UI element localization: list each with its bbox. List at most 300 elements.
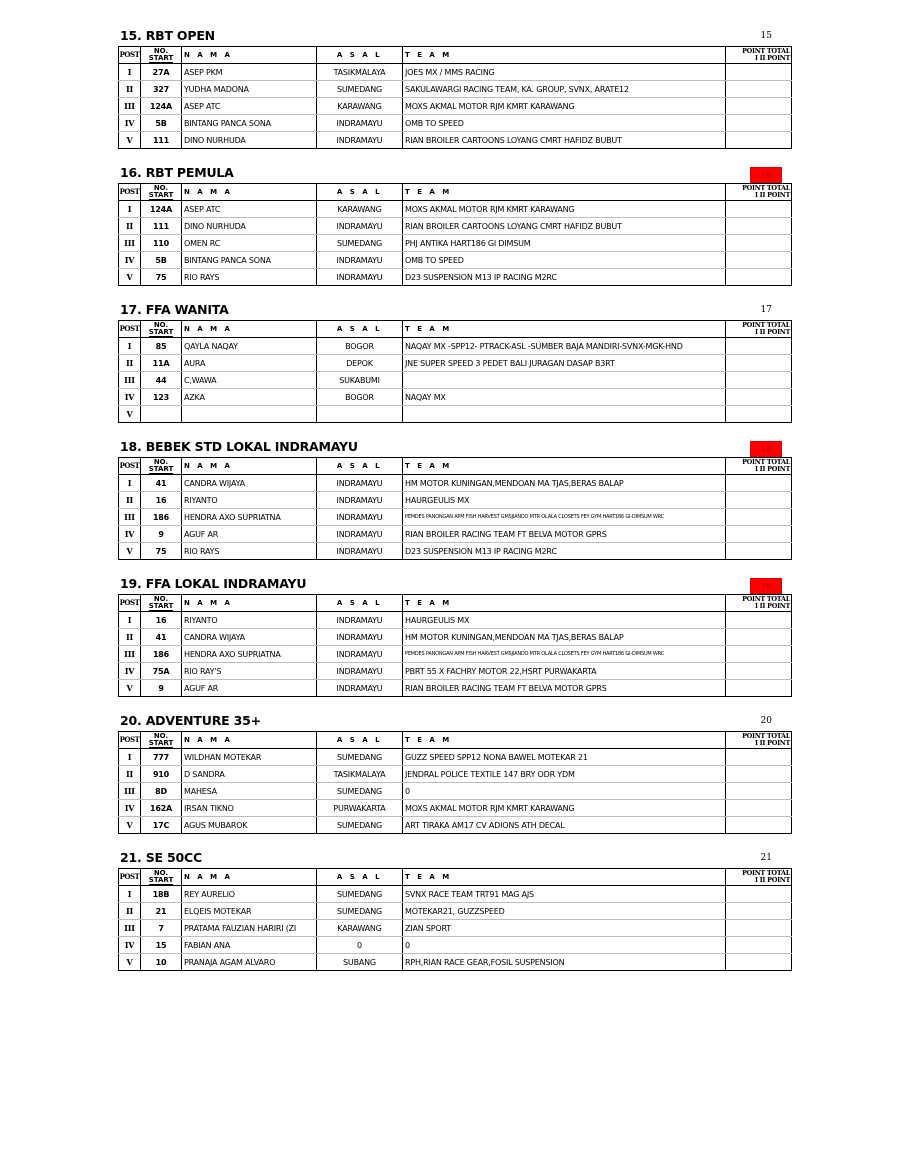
cell-origin: INDRAMAYU [317,509,403,526]
header-post: POST [119,47,141,64]
header-no-start [141,458,182,475]
table-header-row [119,184,792,201]
table-header-row [119,869,792,886]
cell-rider-name: DINO NURHUDA [182,132,317,149]
table-row [119,81,792,98]
table-row [119,749,792,766]
cell-team: RIAN BROILER CARTOONS LOYANG CMRT HAFIDZ BUBUT [403,218,726,235]
cell-team: SVNX RACE TEAM TRT91 MAG AJS [403,886,726,903]
cell-team: HM MOTOR KUNINGAN,MENDOAN MA TJAS,BERAS BALAP [403,629,726,646]
cell-point-total [726,509,792,526]
section-number: 21 [760,853,772,863]
header-point-total-line2: I II POINT [754,328,790,336]
cell-rider-name: AGUF AR [182,680,317,697]
results-table [118,594,792,697]
table-row [119,886,792,903]
cell-origin: SUBANG [317,954,403,971]
header-no-start-line1: NO. [153,594,169,603]
header-point-total [726,595,792,612]
cell-position: I [119,338,141,355]
cell-rider-name: AURA [182,355,317,372]
cell-start-number: 124A [141,98,182,115]
cell-rider-name: DINO NURHUDA [182,218,317,235]
header-point-total-line2: I II POINT [754,191,790,199]
cell-origin: KARAWANG [317,920,403,937]
section-title: 20. ADVENTURE 35+ [120,713,261,728]
race-class-section-17 [118,302,790,446]
cell-team: MOXS AKMAL MOTOR RJM KMRT KARAWANG [403,201,726,218]
cell-origin [317,406,403,423]
cell-origin: INDRAMAYU [317,543,403,560]
section-number-badge: 16 [750,167,782,183]
cell-team: SAKULAWARGI RACING TEAM, KA. GROUP, SVNX, ARATE12 [403,81,726,98]
cell-origin: PURWAKARTA [317,800,403,817]
header-no-start-line1: NO. [153,183,169,192]
header-point-total-line1: POINT TOTAL [742,869,790,877]
cell-rider-name: RIYANTO [182,612,317,629]
header-no-start-line2: START [148,464,174,473]
cell-position: III [119,920,141,937]
cell-point-total [726,920,792,937]
cell-rider-name: ASEP PKM [182,64,317,81]
cell-position: III [119,98,141,115]
cell-point-total [726,235,792,252]
cell-team: HM MOTOR KUNINGAN,MENDOAN MA TJAS,BERAS BALAP [403,475,726,492]
cell-start-number: 15 [141,937,182,954]
section-title: 19. FFA LOKAL INDRAMAYU [120,576,307,591]
cell-position: II [119,903,141,920]
cell-start-number: 327 [141,81,182,98]
cell-origin: TASIKMALAYA [317,64,403,81]
table-row [119,115,792,132]
cell-position: V [119,132,141,149]
cell-start-number: 5B [141,115,182,132]
cell-rider-name: ELQEIS MOTEKAR [182,903,317,920]
header-nama: N A M A [182,732,317,749]
cell-team: 0 [403,937,726,954]
table-row [119,526,792,543]
header-point-total-line1: POINT TOTAL [742,458,790,466]
cell-point-total [726,903,792,920]
header-asal: A S A L [317,47,403,64]
cell-start-number: 8D [141,783,182,800]
cell-start-number: 21 [141,903,182,920]
header-no-start [141,47,182,64]
cell-position: V [119,406,141,423]
cell-team: RIAN BROILER RACING TEAM FT BELVA MOTOR GPRS [403,526,726,543]
header-nama: N A M A [182,321,317,338]
table-row [119,338,792,355]
table-row [119,269,792,286]
race-class-section-18 [118,439,790,583]
table-row [119,543,792,560]
header-point-total-line1: POINT TOTAL [742,47,790,55]
cell-team [403,406,726,423]
cell-point-total [726,389,792,406]
cell-rider-name: OMEN RC [182,235,317,252]
table-row [119,64,792,81]
table-row [119,954,792,971]
header-point-total-line1: POINT TOTAL [742,321,790,329]
cell-position: II [119,766,141,783]
cell-origin: SUMEDANG [317,81,403,98]
cell-rider-name: ASEP ATC [182,98,317,115]
cell-start-number: 9 [141,680,182,697]
cell-start-number: 27A [141,64,182,81]
cell-rider-name: WILDHAN MOTEKAR [182,749,317,766]
table-row [119,800,792,817]
results-table [118,320,792,423]
cell-team: OMB TO SPEED [403,115,726,132]
header-no-start [141,321,182,338]
section-number: 20 [760,716,772,726]
cell-position: IV [119,800,141,817]
cell-start-number: 18B [141,886,182,903]
cell-point-total [726,475,792,492]
header-nama: N A M A [182,47,317,64]
cell-start-number: 44 [141,372,182,389]
header-no-start-line1: NO. [153,731,169,740]
table-row [119,406,792,423]
cell-origin: 0 [317,937,403,954]
cell-origin: INDRAMAYU [317,115,403,132]
table-row [119,766,792,783]
results-table [118,868,792,971]
header-point-total [726,47,792,64]
header-asal: A S A L [317,732,403,749]
cell-team: MOXS AKMAL MOTOR RJM KMRT KARAWANG [403,98,726,115]
header-no-start-line1: NO. [153,868,169,877]
header-team: T E A M [403,47,726,64]
table-row [119,783,792,800]
cell-origin: SUMEDANG [317,886,403,903]
cell-team: PBRT 55 X FACHRY MOTOR 22,HSRT PURWAKARTA [403,663,726,680]
cell-rider-name: PRANAJA AGAM ALVARO [182,954,317,971]
cell-rider-name: RIYANTO [182,492,317,509]
header-no-start [141,595,182,612]
header-no-start-line2: START [148,875,174,884]
header-point-total-line1: POINT TOTAL [742,732,790,740]
table-row [119,98,792,115]
cell-point-total [726,252,792,269]
cell-start-number: 9 [141,526,182,543]
cell-rider-name: AGUF AR [182,526,317,543]
cell-position: II [119,81,141,98]
section-number: 15 [760,31,772,41]
cell-point-total [726,201,792,218]
cell-rider-name: CANDRA WIJAYA [182,629,317,646]
cell-rider-name: IRSAN TIKNO [182,800,317,817]
header-point-total-line2: I II POINT [754,465,790,473]
cell-point-total [726,663,792,680]
cell-position: V [119,543,141,560]
cell-position: II [119,355,141,372]
cell-team: ART TIRAKA AM17 CV ADIONS ATH DECAL [403,817,726,834]
cell-origin: SUKABUMI [317,372,403,389]
header-asal: A S A L [317,595,403,612]
cell-point-total [726,766,792,783]
cell-position: IV [119,663,141,680]
cell-origin: INDRAMAYU [317,612,403,629]
header-point-total [726,458,792,475]
table-row [119,132,792,149]
cell-point-total [726,937,792,954]
cell-start-number: 16 [141,612,182,629]
cell-origin: INDRAMAYU [317,269,403,286]
cell-start-number: 85 [141,338,182,355]
cell-origin: BOGOR [317,389,403,406]
cell-origin: INDRAMAYU [317,132,403,149]
results-table [118,46,792,149]
header-post: POST [119,869,141,886]
cell-origin: INDRAMAYU [317,680,403,697]
cell-point-total [726,115,792,132]
cell-position: I [119,749,141,766]
cell-point-total [726,646,792,663]
cell-start-number: 110 [141,235,182,252]
race-class-section-16 [118,165,790,309]
cell-start-number: 186 [141,646,182,663]
header-post: POST [119,458,141,475]
cell-origin: SUMEDANG [317,903,403,920]
cell-origin: SUMEDANG [317,235,403,252]
header-no-start-line2: START [148,327,174,336]
cell-origin: SUMEDANG [317,783,403,800]
header-no-start-line1: NO. [153,46,169,55]
header-post: POST [119,732,141,749]
header-post: POST [119,321,141,338]
cell-rider-name: HENDRA AXO SUPRIATNA [182,509,317,526]
cell-rider-name: FABIAN ANA [182,937,317,954]
cell-position: IV [119,252,141,269]
table-row [119,509,792,526]
cell-start-number: 777 [141,749,182,766]
cell-origin: BOGOR [317,338,403,355]
cell-team: D23 SUSPENSION M13 IP RACING M2RC [403,543,726,560]
cell-origin: SUMEDANG [317,749,403,766]
cell-rider-name: YUDHA MADONA [182,81,317,98]
cell-team: PEMDES PANONGAN APM FISH HARVEST GMSJIANDO MTR OLALA CLOSETS FEY GYM HART186 GI-DIMSUM WRC [403,509,726,526]
cell-point-total [726,680,792,697]
cell-point-total [726,492,792,509]
table-row [119,612,792,629]
cell-position: II [119,492,141,509]
section-title: 21. SE 50CC [120,850,202,865]
header-post: POST [119,595,141,612]
cell-point-total [726,218,792,235]
cell-point-total [726,64,792,81]
cell-point-total [726,526,792,543]
cell-point-total [726,749,792,766]
cell-point-total [726,98,792,115]
cell-position: IV [119,115,141,132]
header-no-start-line1: NO. [153,457,169,466]
table-row [119,646,792,663]
section-title: 15. RBT OPEN [120,28,215,43]
header-point-total-line2: I II POINT [754,54,790,62]
cell-origin: SUMEDANG [317,817,403,834]
cell-position: III [119,372,141,389]
cell-origin: INDRAMAYU [317,492,403,509]
cell-origin: INDRAMAYU [317,646,403,663]
header-no-start-line1: NO. [153,320,169,329]
header-team: T E A M [403,184,726,201]
cell-rider-name: D SANDRA [182,766,317,783]
cell-origin: INDRAMAYU [317,526,403,543]
cell-rider-name: HENDRA AXO SUPRIATNA [182,646,317,663]
race-class-section-19 [118,576,790,720]
cell-start-number: 41 [141,475,182,492]
cell-origin: INDRAMAYU [317,663,403,680]
cell-start-number: 186 [141,509,182,526]
cell-team: MOTEKAR21, GUZZSPEED [403,903,726,920]
cell-start-number: 11A [141,355,182,372]
header-no-start [141,732,182,749]
table-row [119,937,792,954]
table-row [119,920,792,937]
header-team: T E A M [403,732,726,749]
table-row [119,903,792,920]
cell-position: I [119,475,141,492]
cell-position: I [119,612,141,629]
cell-point-total [726,543,792,560]
cell-start-number: 5B [141,252,182,269]
section-number-badge: 19 [750,578,782,594]
table-row [119,475,792,492]
header-no-start [141,184,182,201]
cell-team [403,372,726,389]
cell-team: JNE SUPER SPEED 3 PEDET BALI JURAGAN DASAP B3RT [403,355,726,372]
cell-position: III [119,783,141,800]
cell-position: II [119,629,141,646]
header-no-start-line2: START [148,738,174,747]
race-class-section-20 [118,713,790,857]
cell-point-total [726,629,792,646]
cell-position: V [119,954,141,971]
cell-team: RIAN BROILER CARTOONS LOYANG CMRT HAFIDZ BUBUT [403,132,726,149]
header-point-total-line1: POINT TOTAL [742,595,790,603]
cell-start-number: 111 [141,132,182,149]
cell-position: I [119,201,141,218]
cell-point-total [726,783,792,800]
table-row [119,629,792,646]
cell-start-number: 16 [141,492,182,509]
cell-origin: TASIKMALAYA [317,766,403,783]
cell-point-total [726,372,792,389]
table-header-row [119,47,792,64]
table-row [119,372,792,389]
header-point-total [726,184,792,201]
header-team: T E A M [403,458,726,475]
cell-start-number: 111 [141,218,182,235]
cell-position: III [119,509,141,526]
header-no-start [141,869,182,886]
header-point-total-line2: I II POINT [754,876,790,884]
cell-position: V [119,817,141,834]
cell-start-number: 75A [141,663,182,680]
cell-start-number: 41 [141,629,182,646]
cell-origin: INDRAMAYU [317,475,403,492]
cell-rider-name: RIO RAYS [182,269,317,286]
header-point-total-line2: I II POINT [754,739,790,747]
header-nama: N A M A [182,458,317,475]
table-header-row [119,321,792,338]
cell-point-total [726,269,792,286]
cell-rider-name: AGUS MUBAROK [182,817,317,834]
table-row [119,389,792,406]
section-title: 17. FFA WANITA [120,302,229,317]
cell-position: IV [119,526,141,543]
cell-team: ZIAN SPORT [403,920,726,937]
cell-point-total [726,886,792,903]
cell-team: MOXS AKMAL MOTOR RJM KMRT KARAWANG [403,800,726,817]
cell-origin: KARAWANG [317,201,403,218]
header-no-start-line2: START [148,190,174,199]
header-point-total-line1: POINT TOTAL [742,184,790,192]
table-row [119,663,792,680]
cell-origin: INDRAMAYU [317,629,403,646]
cell-team: NAQAY MX [403,389,726,406]
cell-start-number: 10 [141,954,182,971]
table-header-row [119,732,792,749]
table-header-row [119,595,792,612]
cell-rider-name: ASEP ATC [182,201,317,218]
cell-point-total [726,800,792,817]
header-asal: A S A L [317,869,403,886]
cell-point-total [726,81,792,98]
cell-start-number: 7 [141,920,182,937]
cell-position: I [119,64,141,81]
header-asal: A S A L [317,458,403,475]
header-asal: A S A L [317,321,403,338]
cell-point-total [726,817,792,834]
cell-team: 0 [403,783,726,800]
results-table [118,731,792,834]
cell-team: RIAN BROILER RACING TEAM FT BELVA MOTOR GPRS [403,680,726,697]
cell-rider-name: PRATAMA FAUZIAN HARIRI (ZI [182,920,317,937]
cell-rider-name: MAHESA [182,783,317,800]
cell-origin: INDRAMAYU [317,218,403,235]
cell-team: HAURGEULIS MX [403,612,726,629]
cell-point-total [726,954,792,971]
table-row [119,235,792,252]
table-row [119,355,792,372]
cell-position: V [119,269,141,286]
cell-team: OMB TO SPEED [403,252,726,269]
cell-rider-name: AZKA [182,389,317,406]
header-point-total-line2: I II POINT [754,602,790,610]
cell-team: JENDRAL POLICE TEXTILE 147 BRY ODR YDM [403,766,726,783]
section-title: 16. RBT PEMULA [120,165,234,180]
cell-point-total [726,406,792,423]
results-table [118,457,792,560]
header-point-total [726,732,792,749]
cell-start-number: 124A [141,201,182,218]
header-nama: N A M A [182,595,317,612]
header-no-start-line2: START [148,53,174,62]
section-title: 18. BEBEK STD LOKAL INDRAMAYU [120,439,358,454]
cell-point-total [726,338,792,355]
race-class-section-15 [118,28,790,172]
cell-position: IV [119,937,141,954]
cell-team: RPH,RIAN RACE GEAR,FOSIL SUSPENSION [403,954,726,971]
cell-rider-name: BINTANG PANCA SONA [182,252,317,269]
cell-origin: INDRAMAYU [317,252,403,269]
cell-team: GUZZ SPEED SPP12 NONA BAWEL MOTEKAR 21 [403,749,726,766]
cell-start-number: 75 [141,543,182,560]
header-team: T E A M [403,595,726,612]
table-row [119,817,792,834]
